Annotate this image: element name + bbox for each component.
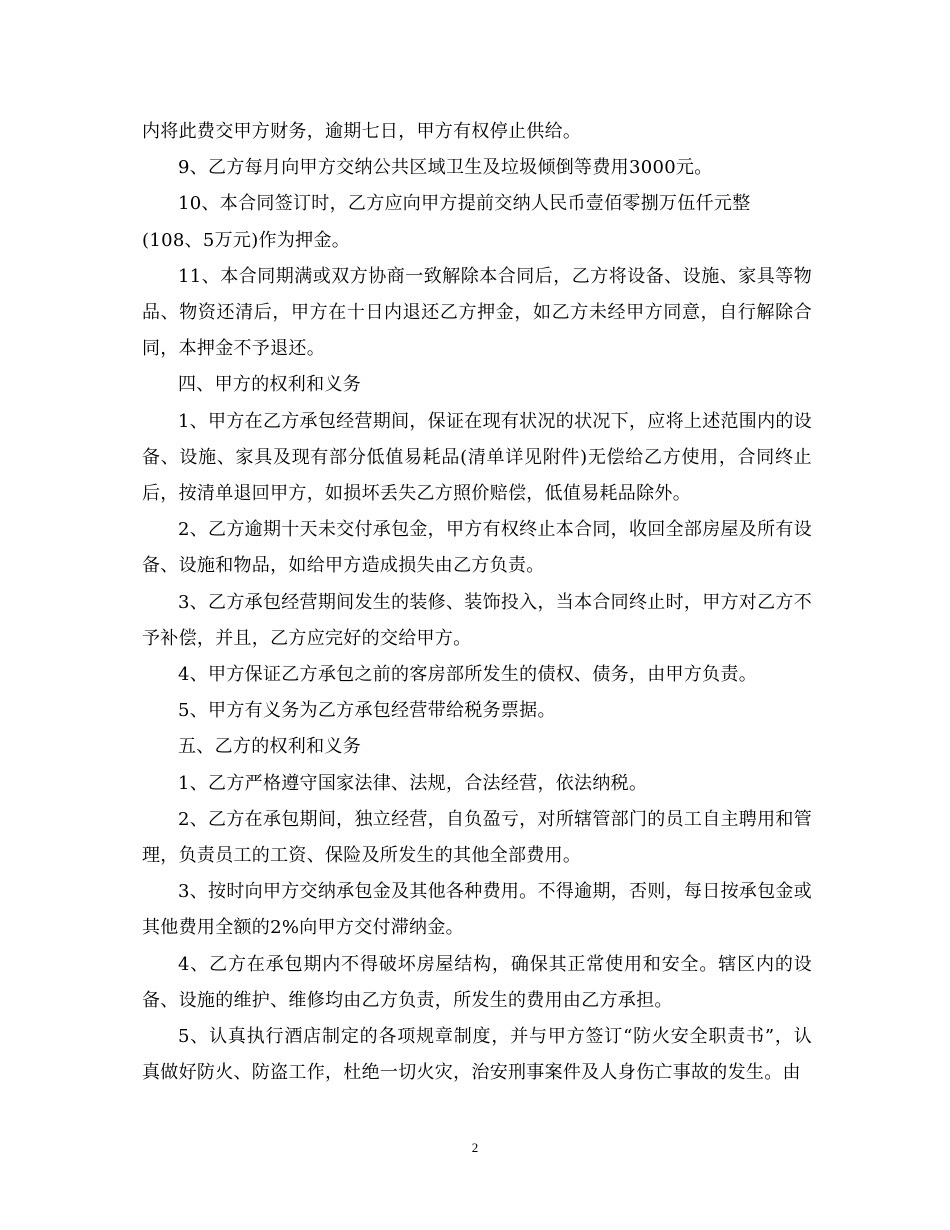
paragraph: 5、认真执行酒店制定的各项规章制度，并与甲方签订“防火安全职责书”，认真做好防火、防盗工作，杜绝一切火灾，治安刑事案件及人身伤亡事故的发生。由 [142,1026,812,1084]
paragraph: 3、乙方承包经营期间发生的装修、装饰投入，当本合同终止时，甲方对乙方不予补偿，并且，乙方应完好的交给甲方。 [142,591,812,649]
paragraph: 10、本合同签订时，乙方应向甲方提前交纳人民币壹佰零捌万伍仟元整 [178,193,751,215]
paragraph: 内将此费交甲方财务，逾期七日，甲方有权停止供给。 [142,121,582,142]
paragraph: 3、按时向甲方交纳承包金及其他各种费用。不得逾期，否则，每日按承包金或其他费用全额的2%向甲方交付滞纳金。 [142,881,812,939]
paragraph: (108、5万元)作为押金。 [142,229,351,251]
paragraph: 2、乙方逾期十天未交付承包金，甲方有权终止本合同，收回全部房屋及所有设备、设施和物品，如给甲方造成损失由乙方负责。 [142,519,812,577]
paragraph: 11、本合同期满或双方协商一致解除本合同后，乙方将设备、设施、家具等物品、物资还清后，甲方在十日内退还乙方押金，如乙方未经甲方同意，自行解除合同，本押金不予退还。 [142,265,812,360]
page-number: 2 [471,1140,479,1155]
paragraph: 1、甲方在乙方承包经营期间，保证在现有状况的状况下，应将上述范围内的设备、设施、家具及现有部分低值易耗品(清单详见附件)无偿给乙方使用，合同终止后，按清单退回甲方，如损坏丢失乙方照价赔偿，低值易耗品除外。 [142,410,812,505]
paragraph: 2、乙方在承包期间，独立经营，自负盈亏，对所辖管部门的员工自主聘用和管理，负责员工的工资、保险及所发生的其他全部费用。 [142,808,812,867]
paragraph: 5、甲方有义务为乙方承包经营带给税务票据。 [178,700,556,722]
document-body [142,114,812,1091]
paragraph: 4、甲方保证乙方承包之前的客房部所发生的债权、债务，由甲方负责。 [178,664,758,686]
paragraph: 4、乙方在承包期内不得破坏房屋结构，确保其正常使用和安全。辖区内的设备、设施的维护、维修均由乙方负责，所发生的费用由乙方承担。 [142,953,812,1011]
paragraph: 1、乙方严格遵守国家法律、法规，合法经营，依法纳税。 [178,772,648,794]
paragraph: 9、乙方每月向甲方交纳公共区域卫生及垃圾倾倒等费用3000元。 [178,157,713,179]
section-heading: 四、甲方的权利和义务 [178,374,361,396]
section-heading: 五、乙方的权利和义务 [178,736,361,758]
